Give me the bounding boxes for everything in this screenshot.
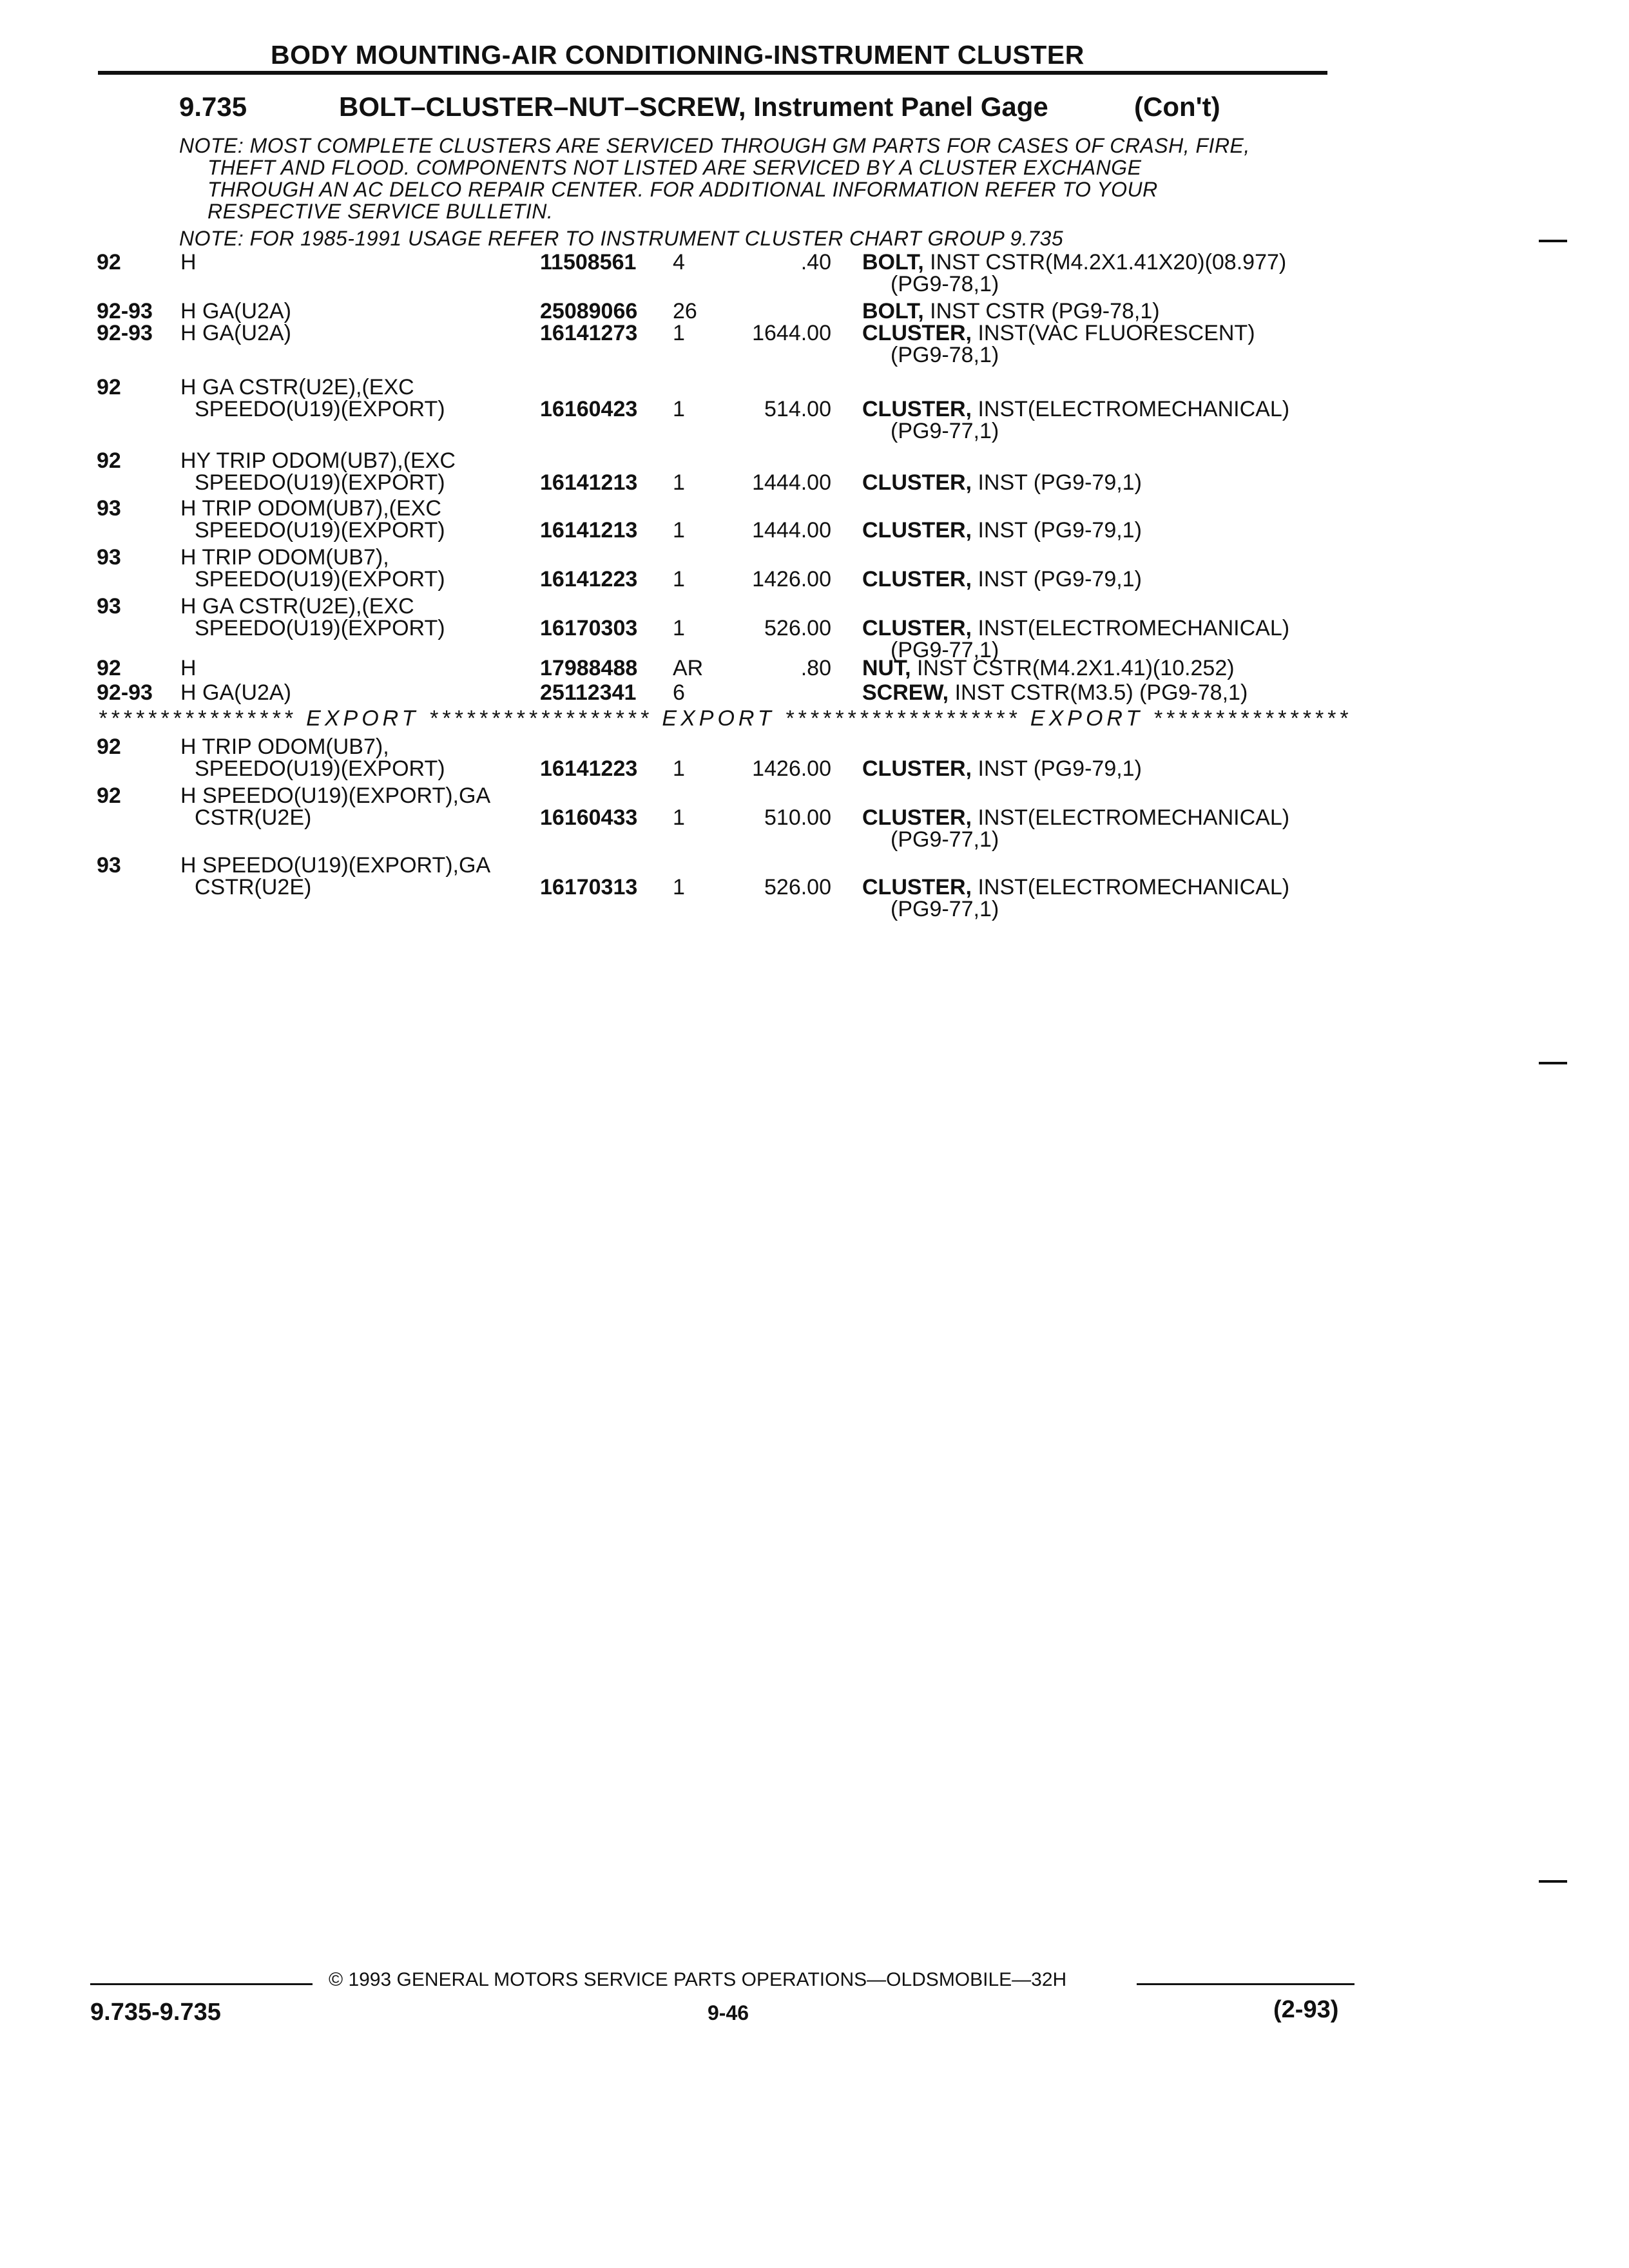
note-line: THEFT AND FLOOD. COMPONENTS NOT LISTED ARE SERVICED BY A CLUSTER EXCHANGE (207, 156, 1142, 179)
row-price: 1426.00 (752, 756, 831, 781)
row-description-noun: CLUSTER, (862, 616, 972, 640)
row-quantity: AR (673, 656, 704, 680)
row-description-noun: BOLT, (862, 299, 924, 323)
row-description-detail: INST(VAC FLUORESCENT) (978, 321, 1255, 345)
footer-copyright: © 1993 GENERAL MOTORS SERVICE PARTS OPERATIONS—OLDSMOBILE—32H (329, 1969, 1067, 1990)
row-usage: H GA CSTR(U2E),(EXC (180, 594, 414, 619)
export-label: EXPORT (1030, 706, 1144, 731)
row-description-noun: CLUSTER, (862, 321, 972, 345)
row-year: 92-93 (97, 321, 153, 345)
row-usage: H TRIP ODOM(UB7), (180, 735, 389, 759)
row-year: 92-93 (97, 299, 153, 323)
row-description-detail: INST(ELECTROMECHANICAL) (978, 397, 1290, 421)
row-usage-cont: CSTR(U2E) (195, 805, 312, 830)
row-usage: H (180, 250, 197, 274)
row-usage: H GA(U2A) (180, 299, 291, 323)
row-usage: H SPEEDO(U19)(EXPORT),GA (180, 783, 491, 808)
row-description-noun: NUT, (862, 656, 911, 680)
row-part-number: 16160433 (540, 805, 638, 830)
row-usage: H GA(U2A) (180, 680, 291, 705)
row-usage: H SPEEDO(U19)(EXPORT),GA (180, 853, 491, 878)
note-line: RESPECTIVE SERVICE BULLETIN. (207, 200, 554, 223)
row-description-noun: CLUSTER, (862, 805, 972, 830)
row-description (862, 656, 1235, 681)
row-quantity: 6 (673, 680, 685, 705)
row-usage-cont: CSTR(U2E) (195, 875, 312, 899)
row-part-number: 16170313 (540, 875, 638, 899)
row-part-number: 16160423 (540, 397, 638, 421)
row-year: 93 (97, 545, 121, 570)
margin-tick (1539, 1062, 1567, 1064)
row-description-cont: (PG9-77,1) (891, 638, 999, 662)
row-quantity: 4 (673, 250, 685, 274)
row-usage: HY TRIP ODOM(UB7),(EXC (180, 448, 456, 473)
section-number: 9.735 (179, 91, 247, 122)
row-year: 93 (97, 853, 121, 878)
row-usage: H (180, 656, 197, 680)
margin-tick (1539, 1880, 1567, 1883)
row-part-number: 16170303 (540, 616, 638, 640)
row-description-cont: (PG9-78,1) (891, 343, 999, 367)
page-header: BODY MOUNTING-AIR CONDITIONING-INSTRUMENT CLUSTER (271, 40, 1084, 70)
row-description-cont: (PG9-77,1) (891, 897, 999, 921)
row-part-number: 16141223 (540, 756, 638, 781)
row-part-number: 16141273 (540, 321, 638, 345)
row-description-detail: INST(ELECTROMECHANICAL) (978, 805, 1290, 830)
section-title-rest: Instrument Panel Gage (753, 91, 1048, 122)
row-usage: H TRIP ODOM(UB7), (180, 545, 389, 570)
row-price: 1444.00 (752, 518, 831, 543)
row-year: 92 (97, 448, 121, 473)
row-usage-cont: SPEEDO(U19)(EXPORT) (195, 567, 445, 591)
row-description-detail: INST CSTR(M3.5) (PG9-78,1) (954, 680, 1248, 705)
row-description-noun: CLUSTER, (862, 470, 972, 495)
row-part-number: 11508561 (540, 250, 637, 274)
row-description-detail: INST (PG9-79,1) (978, 470, 1142, 495)
row-quantity: 1 (673, 756, 685, 781)
footer-rule-left (90, 1983, 313, 1985)
margin-tick (1539, 240, 1567, 242)
row-usage: H GA(U2A) (180, 321, 291, 345)
row-description-detail: INST (PG9-79,1) (978, 567, 1142, 591)
section-title (339, 91, 1048, 122)
footer-date: (2-93) (1273, 1996, 1339, 2023)
row-part-number: 25112341 (540, 680, 637, 705)
row-description (862, 470, 1142, 495)
row-part-number: 16141213 (540, 470, 638, 495)
row-price: 526.00 (764, 616, 831, 640)
row-quantity: 1 (673, 805, 685, 830)
row-price: .40 (800, 250, 831, 274)
footer-page-number: 9-46 (708, 2001, 749, 2024)
row-price: 1426.00 (752, 567, 831, 591)
row-description-detail: INST(ELECTROMECHANICAL) (978, 616, 1290, 640)
row-description-detail: INST CSTR (PG9-78,1) (930, 299, 1160, 323)
row-year: 92-93 (97, 680, 153, 705)
row-price: 1444.00 (752, 470, 831, 495)
row-description-detail: INST (PG9-79,1) (978, 518, 1142, 543)
row-part-number: 16141213 (540, 518, 638, 543)
row-usage-cont: SPEEDO(U19)(EXPORT) (195, 756, 445, 781)
row-description (862, 518, 1142, 543)
section-title-bold: BOLT–CLUSTER–NUT–SCREW, (339, 91, 746, 122)
row-usage: H GA CSTR(U2E),(EXC (180, 375, 414, 399)
row-usage-cont: SPEEDO(U19)(EXPORT) (195, 470, 445, 495)
note-line: NOTE: FOR 1985-1991 USAGE REFER TO INSTRUMENT CLUSTER CHART GROUP 9.735 (179, 227, 1064, 250)
row-quantity: 1 (673, 321, 685, 345)
row-part-number: 16141223 (540, 567, 638, 591)
row-description-noun: CLUSTER, (862, 397, 972, 421)
row-description-detail: INST CSTR(M4.2X1.41X20)(08.977) (930, 250, 1287, 274)
row-year: 92 (97, 250, 121, 274)
row-description-detail: INST CSTR(M4.2X1.41)(10.252) (917, 656, 1235, 680)
row-quantity: 1 (673, 567, 685, 591)
section-continued: (Con't) (1134, 91, 1220, 122)
row-description-noun: CLUSTER, (862, 756, 972, 781)
row-description (862, 567, 1142, 592)
row-part-number: 25089066 (540, 299, 638, 323)
row-description-noun: CLUSTER, (862, 567, 972, 591)
row-description-noun: SCREW, (862, 680, 949, 705)
row-description-noun: CLUSTER, (862, 875, 972, 899)
row-usage-cont: SPEEDO(U19)(EXPORT) (195, 397, 445, 421)
row-year: 93 (97, 594, 121, 619)
row-description (862, 756, 1142, 782)
export-label: EXPORT (662, 706, 775, 731)
row-description-detail: INST(ELECTROMECHANICAL) (978, 875, 1290, 899)
row-quantity: 1 (673, 470, 685, 495)
row-price: 514.00 (764, 397, 831, 421)
footer-rule-right (1137, 1983, 1354, 1985)
row-year: 92 (97, 783, 121, 808)
row-quantity: 1 (673, 397, 685, 421)
row-description-cont: (PG9-77,1) (891, 419, 999, 443)
row-price: .80 (800, 656, 831, 680)
row-year: 92 (97, 375, 121, 399)
export-label: EXPORT (306, 706, 419, 731)
row-quantity: 1 (673, 518, 685, 543)
row-year: 93 (97, 496, 121, 521)
row-description (862, 680, 1248, 706)
row-description-cont: (PG9-77,1) (891, 827, 999, 852)
export-divider: **************** EXPORT ****************** EXPORT ******************* EXPORT **************** (98, 706, 1352, 731)
row-quantity: 1 (673, 616, 685, 640)
row-usage-cont: SPEEDO(U19)(EXPORT) (195, 616, 445, 640)
row-year: 92 (97, 735, 121, 759)
row-price: 1644.00 (752, 321, 831, 345)
row-description-noun: CLUSTER, (862, 518, 972, 543)
row-quantity: 1 (673, 875, 685, 899)
row-description-cont: (PG9-78,1) (891, 272, 999, 296)
row-usage: H TRIP ODOM(UB7),(EXC (180, 496, 441, 521)
row-price: 510.00 (764, 805, 831, 830)
row-price: 526.00 (764, 875, 831, 899)
row-description-detail: INST (PG9-79,1) (978, 756, 1142, 781)
footer-section-range: 9.735-9.735 (90, 1999, 221, 2026)
row-part-number: 17988488 (540, 656, 638, 680)
row-year: 92 (97, 656, 121, 680)
row-description-noun: BOLT, (862, 250, 924, 274)
note-line: NOTE: MOST COMPLETE CLUSTERS ARE SERVICED THROUGH GM PARTS FOR CASES OF CRASH, FIRE, (179, 134, 1250, 157)
row-quantity: 26 (673, 299, 697, 323)
header-rule (98, 71, 1327, 75)
row-usage-cont: SPEEDO(U19)(EXPORT) (195, 518, 445, 543)
note-line: THROUGH AN AC DELCO REPAIR CENTER. FOR ADDITIONAL INFORMATION REFER TO YOUR (207, 178, 1158, 201)
